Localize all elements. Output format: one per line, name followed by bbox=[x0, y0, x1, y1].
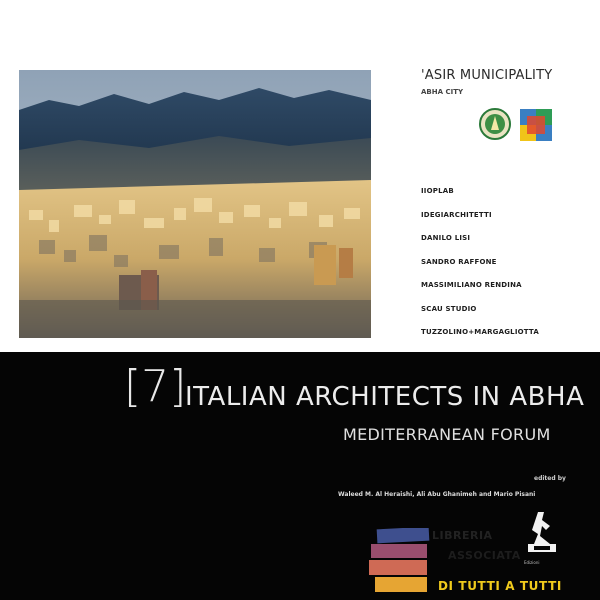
abha-city-logo-icon bbox=[519, 108, 553, 142]
publisher-logo-icon bbox=[520, 508, 564, 556]
municipality-name: 'ASIR MUNICIPALITY bbox=[421, 68, 553, 83]
stacked-books-icon bbox=[369, 528, 431, 594]
volume-number: [7] bbox=[124, 361, 187, 412]
architecture-studios-list bbox=[421, 186, 539, 351]
watermark-tagline: DI TUTTI A TUTTI bbox=[438, 579, 562, 593]
book-title: ITALIAN ARCHITECTS IN ABHA bbox=[185, 382, 585, 412]
studio-item: SCAU STUDIO bbox=[421, 304, 477, 313]
municipality-emblem-icon bbox=[479, 108, 511, 140]
publisher-name: Edizioni bbox=[524, 560, 540, 565]
edited-by-label: edited by bbox=[534, 475, 566, 482]
studio-item: SANDRO RAFFONE bbox=[421, 257, 497, 266]
book-subtitle: MEDITERRANEAN FORUM bbox=[343, 425, 551, 444]
studio-item: IDEGIARCHITETTI bbox=[421, 210, 492, 219]
studio-item: TUZZOLINO+MARGAGLIOTTA bbox=[421, 328, 539, 336]
watermark-text-line1: LIBRERIA bbox=[432, 529, 493, 542]
city-name: ABHA CITY bbox=[421, 88, 464, 96]
studio-item: MASSIMILIANO RENDINA bbox=[421, 281, 522, 289]
abha-city-photo bbox=[19, 70, 371, 338]
watermark-text-line2: ASSOCIATA bbox=[448, 549, 521, 562]
studio-item: IIOPLAB bbox=[421, 187, 454, 195]
studio-item: DANILO LISI bbox=[421, 234, 471, 242]
editors-names: Waleed M. Al Heraishi, Ali Abu Ghanimeh and Mario Pisani bbox=[338, 491, 536, 498]
city-skyline-image bbox=[19, 70, 371, 338]
